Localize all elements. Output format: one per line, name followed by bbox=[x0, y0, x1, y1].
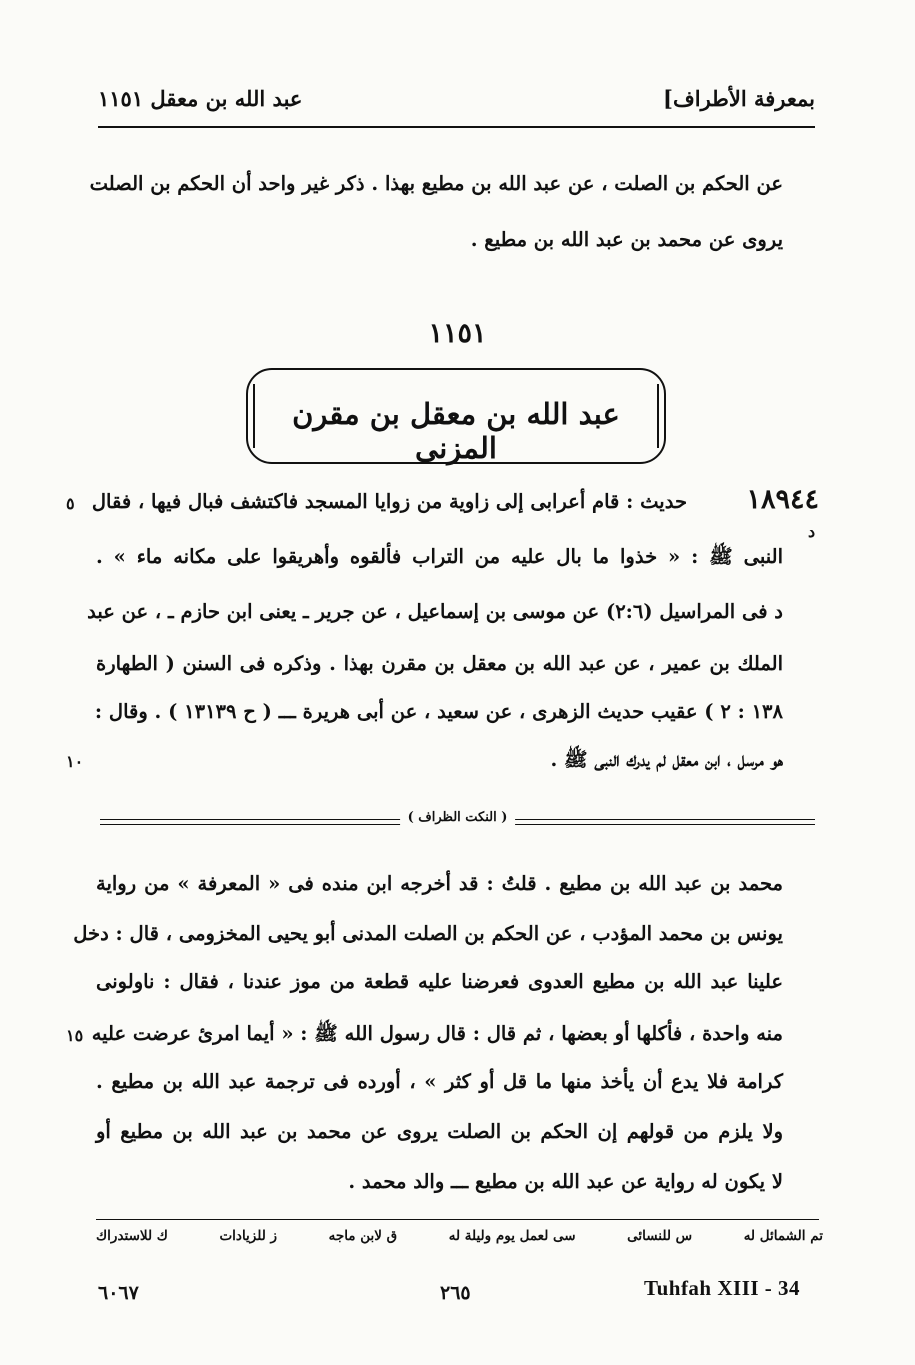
nukat-line: كرامة فلا يدع أن يأخذ منها ما قل أو كثر » ، أورده فى ترجمة عبد الله بن مطيع . bbox=[96, 1070, 783, 1093]
entry-number: ١١٥١ bbox=[428, 318, 487, 349]
hadith-line: ١٣٨ : ٢ ) عقيب حديث الزهرى ، عن سعيد ، عن أبى هريرة ـــ ( ح ١٣١٣٩ ) . وقال : bbox=[94, 700, 783, 723]
signature-mark: Tuhfah XIII - 34 bbox=[644, 1276, 801, 1300]
intro-line: يروى عن محمد بن عبد الله بن مطيع . bbox=[470, 228, 783, 251]
margin-siglum: د bbox=[808, 522, 816, 541]
hadith-line: الملك بن عمير ، عن عبد الله بن معقل بن مقرن بهذا . وذكره فى السنن ( الطهارة bbox=[96, 652, 783, 675]
sigla-legend bbox=[96, 1228, 823, 1244]
siglum: ق لابن ماجه bbox=[328, 1228, 398, 1244]
running-header-entry: عبد الله بن معقل ١١٥١ bbox=[98, 86, 303, 111]
nukat-line: محمد بن عبد الله بن مطيع . قلتُ : قد أخرجه ابن منده فى « المعرفة » من رواية bbox=[96, 872, 783, 895]
hadith-line: هو مرسل ، ابن معقل لم يدرك النبى ﷺ . bbox=[550, 748, 783, 771]
hadith-line: حديث : قام أعرابى إلى زاوية من زوايا المسجد فاكتشف فبال فيها ، فقال bbox=[91, 490, 687, 513]
siglum: س للنسائى bbox=[627, 1228, 693, 1244]
footer-rule bbox=[96, 1219, 819, 1220]
hadith-number: ١٨٩٤٤ bbox=[746, 484, 819, 515]
margin-line-number: ١٠ bbox=[66, 752, 84, 771]
margin-line-number: ٥ bbox=[66, 494, 75, 513]
nukat-line: ولا يلزم من قولهم إن الحكم بن الصلت يروى عن محمد بن عبد الله بن مطيع أو bbox=[96, 1120, 783, 1143]
page-number: ٢٦٥ bbox=[440, 1282, 471, 1304]
nukat-line: لا يكون له رواية عن عبد الله بن مطيع ـــ والد محمد . bbox=[348, 1170, 783, 1193]
nukat-line: علينا عبد الله بن مطيع العدوى فعرضنا عليه قطعة من موز عندنا ، فقال : ناولونى bbox=[96, 970, 783, 993]
siglum: تم الشمائل له bbox=[743, 1228, 823, 1244]
nukat-line: منه واحدة ، فأكلها أو بعضها ، ثم قال : قال رسول الله ﷺ : « أيما امرئ عرضت عليه bbox=[91, 1022, 783, 1045]
entry-title-frame bbox=[246, 368, 666, 464]
hadith-line: د فى المراسيل (٢:٦) عن موسى بن إسماعيل ، عن جرير ـ يعنى ابن حازم ـ ، عن عبد bbox=[87, 600, 783, 623]
section-divider bbox=[100, 810, 815, 830]
hadith-line: النبى ﷺ : « خذوا ما بال عليه من التراب فألقوه وأهريقوا على مكانه ماء » . bbox=[96, 545, 783, 568]
header-rule bbox=[98, 126, 815, 128]
volume-page-number: ٦٠٦٧ bbox=[98, 1282, 139, 1304]
siglum: سى لعمل يوم وليلة له bbox=[448, 1228, 576, 1244]
divider-label: ( النكت الظراف ) bbox=[400, 810, 516, 825]
running-header-section: بمعرفة الأطراف] bbox=[663, 86, 815, 111]
siglum: ك للاستدراك bbox=[96, 1228, 168, 1244]
intro-line: عن الحكم بن الصلت ، عن عبد الله بن مطيع بهذا . ذكر غير واحد أن الحكم بن الصلت bbox=[89, 172, 783, 195]
siglum: ز للزيادات bbox=[219, 1228, 278, 1244]
margin-line-number: ١٥ bbox=[66, 1026, 84, 1045]
entry-title: عبد الله بن معقل بن مقرن المزنى bbox=[292, 397, 620, 465]
nukat-line: يونس بن محمد المؤدب ، عن الحكم بن الصلت المدنى أبو يحيى المخزومى ، قال : دخل bbox=[73, 922, 783, 945]
